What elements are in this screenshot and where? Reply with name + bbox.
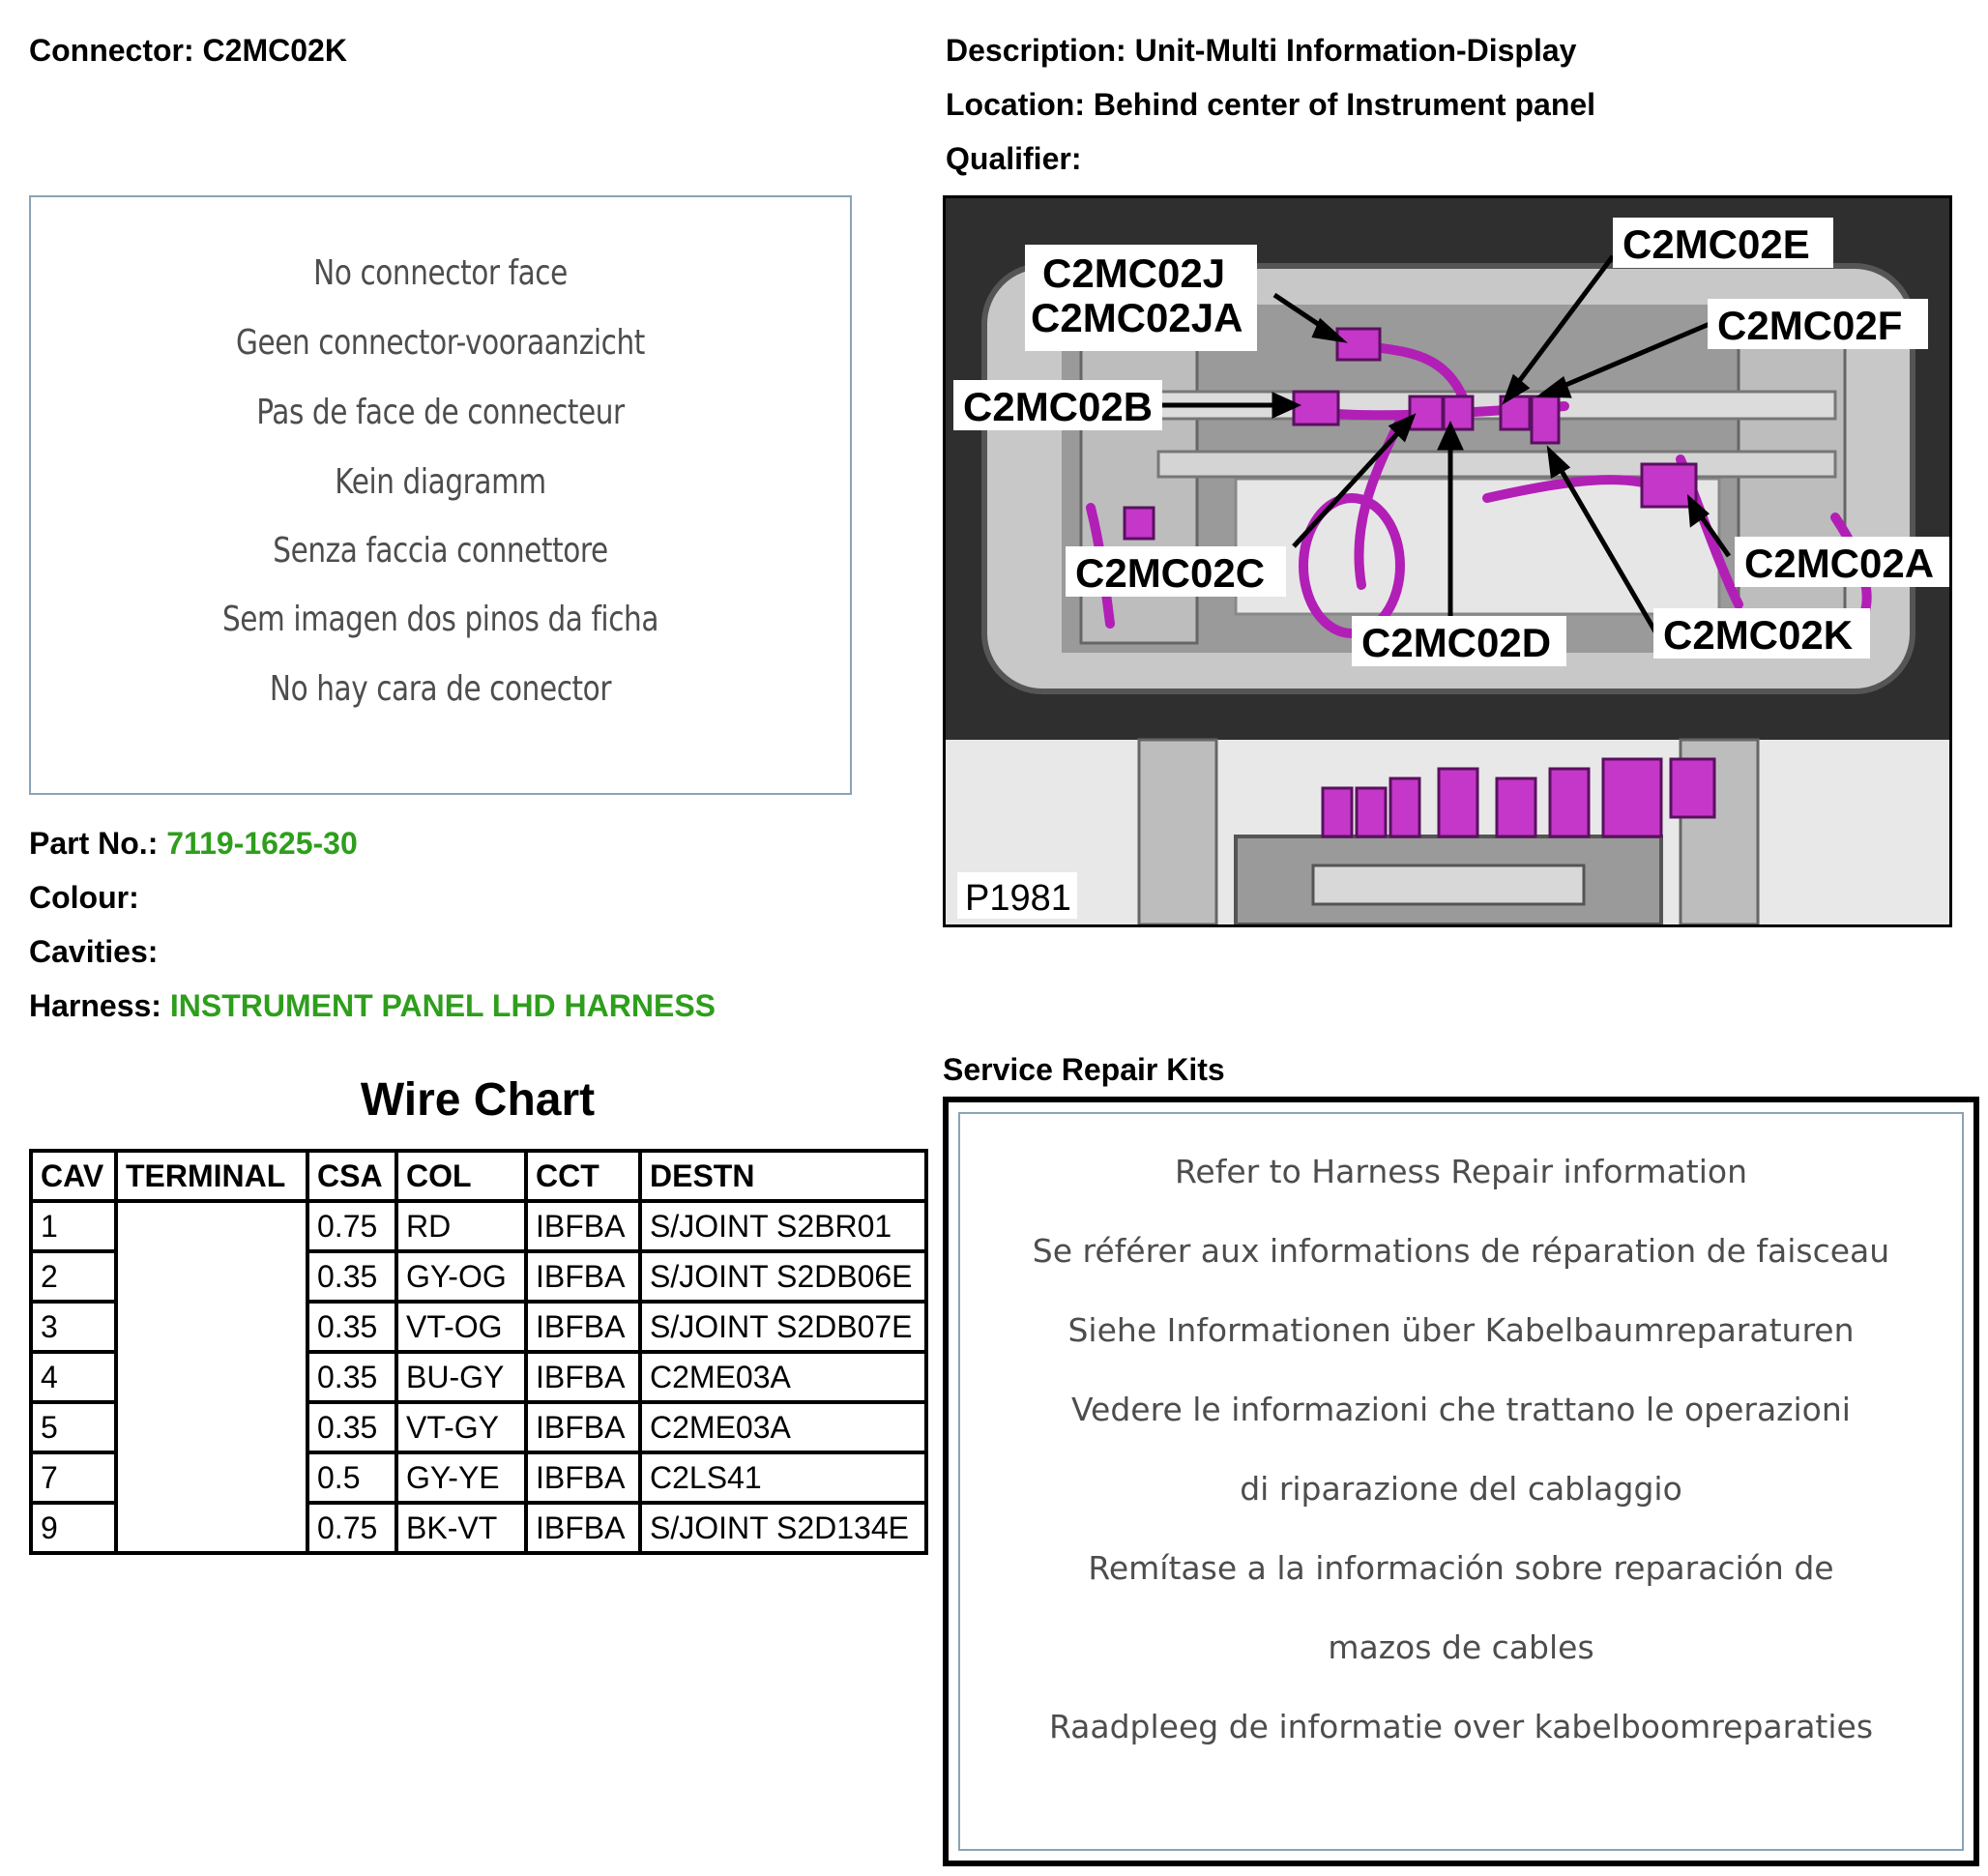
cell-cct: IBFBA [526, 1452, 640, 1503]
harness-link[interactable]: INSTRUMENT PANEL LHD HARNESS [169, 988, 716, 1023]
no-face-line-it: Senza faccia connettore [273, 531, 608, 571]
cell-col: VT-OG [396, 1302, 526, 1352]
connector-field [29, 33, 347, 69]
label-c2mc02ja: C2MC02JA [1031, 295, 1243, 340]
part-no-label: Part No.: [29, 826, 159, 861]
label-c2mc02d: C2MC02D [1361, 620, 1552, 665]
colour-field [29, 880, 139, 916]
kits-line-fr: Se référer aux informations de réparation de faisceau [1032, 1232, 1890, 1270]
service-kits-inner [958, 1112, 1964, 1851]
description-field [946, 33, 1576, 69]
cell-col: VT-GY [396, 1402, 526, 1452]
no-face-line-fr: Pas de face de connecteur [256, 393, 625, 432]
wire-chart-title: Wire Chart [360, 1074, 596, 1126]
cell-destn: S/JOINT S2DB07E [640, 1302, 926, 1352]
col-header-destn: DESTN [640, 1151, 926, 1201]
kits-line-en: Refer to Harness Repair information [1174, 1153, 1748, 1190]
location-illustration [946, 198, 1949, 924]
qualifier-label: Qualifier: [946, 141, 1082, 176]
connector-label: Connector: [29, 33, 194, 68]
cell-destn: S/JOINT S2BR01 [640, 1201, 926, 1251]
no-face-line-es: No hay cara de conector [269, 669, 612, 709]
harness-field [29, 988, 716, 1024]
cell-cav: 7 [31, 1452, 116, 1503]
location-field [946, 87, 1595, 123]
kits-line-es-1: Remítase a la información sobre reparación de [1088, 1549, 1834, 1587]
kits-line-nl: Raadpleeg de informatie over kabelboomreparaties [1048, 1708, 1874, 1745]
cell-cct: IBFBA [526, 1402, 640, 1452]
no-face-line-pt: Sem imagen dos pinos da ficha [221, 600, 659, 639]
table-row [31, 1201, 926, 1251]
location-photo [943, 195, 1952, 927]
description-label: Description: [946, 33, 1126, 68]
connector-value: C2MC02K [202, 33, 347, 68]
label-c2mc02e: C2MC02E [1623, 221, 1810, 267]
cell-csa: 0.35 [307, 1352, 396, 1402]
cell-col: RD [396, 1201, 526, 1251]
qualifier-field [946, 141, 1081, 177]
cell-destn: C2ME03A [640, 1352, 926, 1402]
col-header-cav: CAV [31, 1151, 116, 1201]
no-face-line-de: Kein diagramm [335, 462, 546, 502]
cell-destn: S/JOINT S2DB06E [640, 1251, 926, 1302]
label-c2mc02k: C2MC02K [1663, 612, 1854, 658]
no-connector-face-panel [29, 195, 852, 795]
kits-line-it-2: di riparazione del cablaggio [1240, 1470, 1682, 1508]
col-header-col: COL [396, 1151, 526, 1201]
cell-cav: 4 [31, 1352, 116, 1402]
harness-label: Harness: [29, 988, 161, 1023]
cell-destn: C2LS41 [640, 1452, 926, 1503]
figure-id: P1981 [965, 878, 1071, 919]
service-kits-title: Service Repair Kits [943, 1052, 1225, 1087]
label-c2mc02c: C2MC02C [1075, 550, 1266, 596]
cell-destn: C2ME03A [640, 1402, 926, 1452]
cell-cav: 3 [31, 1302, 116, 1352]
wire-chart-table [29, 1149, 928, 1555]
cell-col: BK-VT [396, 1503, 526, 1553]
cell-csa: 0.5 [307, 1452, 396, 1503]
col-header-csa: CSA [307, 1151, 396, 1201]
location-value: Behind center of Instrument panel [1093, 87, 1596, 122]
label-c2mc02j: C2MC02J [1042, 250, 1226, 296]
cell-cct: IBFBA [526, 1201, 640, 1251]
cell-cav: 1 [31, 1201, 116, 1251]
label-c2mc02a: C2MC02A [1744, 541, 1935, 586]
cell-cct: IBFBA [526, 1251, 640, 1302]
col-header-terminal: TERMINAL [116, 1151, 307, 1201]
kits-line-de: Siehe Informationen über Kabelbaumreparaturen [1067, 1311, 1855, 1349]
cell-cav: 2 [31, 1251, 116, 1302]
no-face-line-en: No connector face [313, 253, 568, 293]
kits-line-it-1: Vedere le informazioni che trattano le operazioni [1071, 1391, 1851, 1428]
cell-csa: 0.35 [307, 1302, 396, 1352]
cell-destn: S/JOINT S2D134E [640, 1503, 926, 1553]
cell-csa: 0.75 [307, 1503, 396, 1553]
cell-csa: 0.35 [307, 1251, 396, 1302]
label-c2mc02b: C2MC02B [963, 384, 1154, 429]
cell-csa: 0.35 [307, 1402, 396, 1452]
cell-cct: IBFBA [526, 1352, 640, 1402]
no-face-line-nl: Geen connector-vooraanzicht [236, 323, 645, 363]
cell-cct: IBFBA [526, 1503, 640, 1553]
cell-cav: 9 [31, 1503, 116, 1553]
part-no-field [29, 826, 358, 862]
wire-chart-header-row [31, 1151, 926, 1201]
cell-terminal [116, 1201, 307, 1553]
label-c2mc02f: C2MC02F [1717, 303, 1903, 348]
description-value: Unit-Multi Information-Display [1134, 33, 1577, 68]
cavities-field [29, 934, 158, 970]
col-header-cct: CCT [526, 1151, 640, 1201]
cell-csa: 0.75 [307, 1201, 396, 1251]
cell-cav: 5 [31, 1402, 116, 1452]
location-label: Location: [946, 87, 1085, 122]
kits-line-es-2: mazos de cables [1328, 1628, 1594, 1666]
cell-col: BU-GY [396, 1352, 526, 1402]
cavities-label: Cavities: [29, 934, 159, 969]
colour-label: Colour: [29, 880, 139, 915]
part-no-link[interactable]: 7119-1625-30 [166, 826, 358, 861]
cell-col: GY-YE [396, 1452, 526, 1503]
cell-cct: IBFBA [526, 1302, 640, 1352]
service-kits-panel [943, 1097, 1979, 1866]
cell-col: GY-OG [396, 1251, 526, 1302]
